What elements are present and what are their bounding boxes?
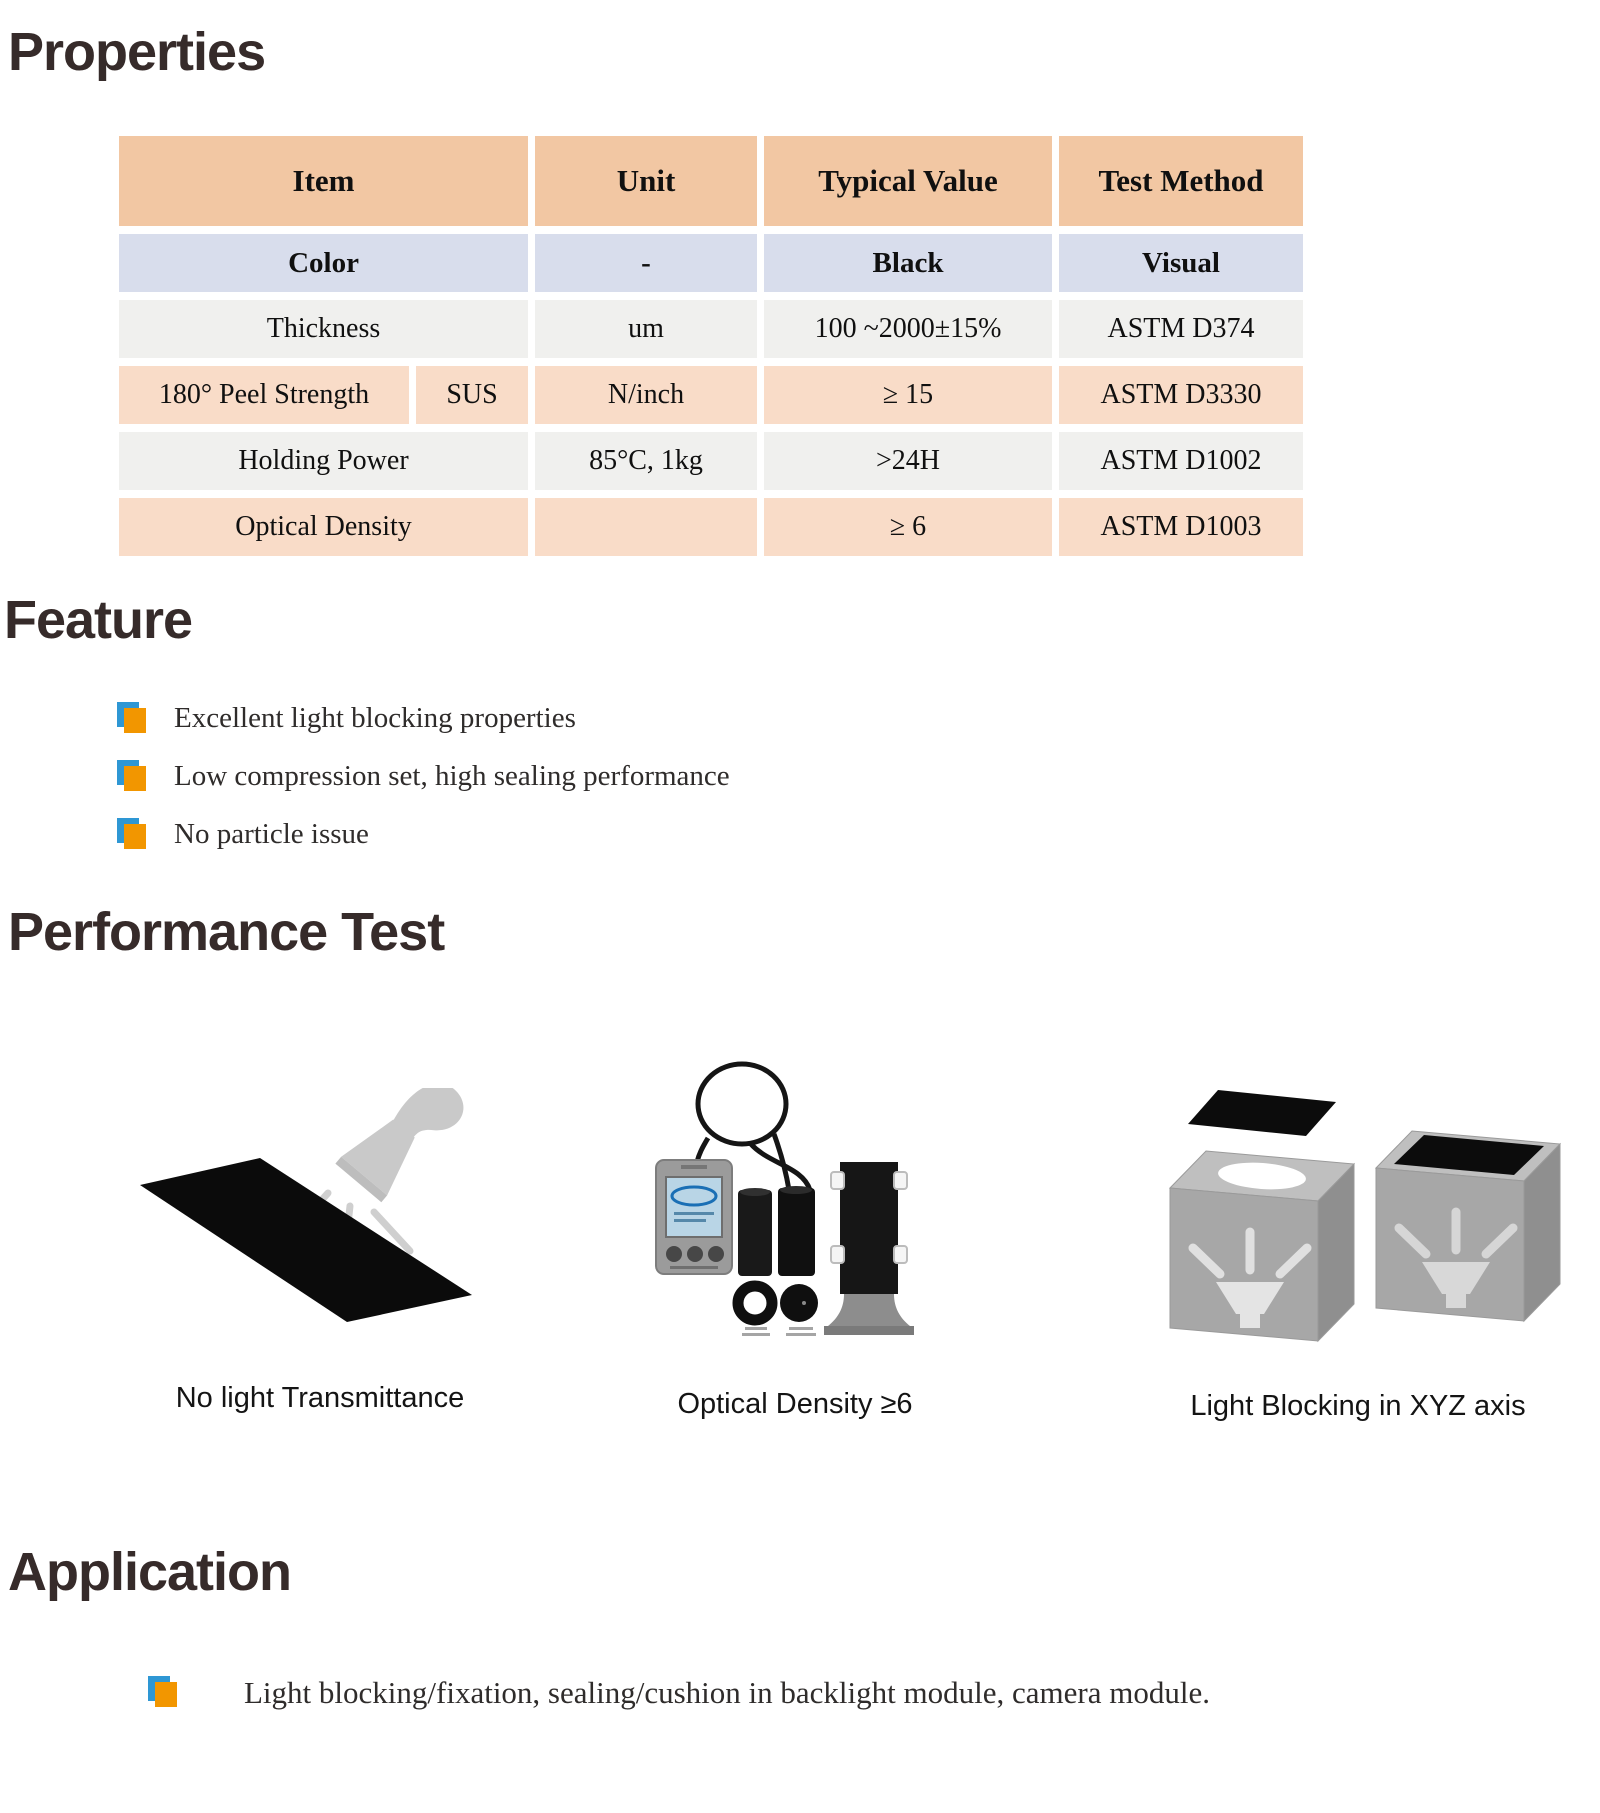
table-cell-item: Holding Power [119, 432, 528, 490]
table-cell-value: ≥ 15 [764, 366, 1052, 424]
table-cell-item: 180° Peel Strength [119, 366, 409, 424]
table-cell-method: ASTM D3330 [1059, 366, 1303, 424]
feature-item-text: No particle issue [174, 818, 369, 850]
light-blocking-boxes-illustration [1136, 1058, 1566, 1350]
table-cell-subitem: SUS [416, 366, 528, 424]
table-cell-value: Black [764, 234, 1052, 292]
optical-density-meter-illustration [650, 1056, 940, 1346]
table-header-method: Test Method [1059, 136, 1303, 226]
flashlight-icon [335, 1088, 472, 1207]
table-header-value: Typical Value [764, 136, 1052, 226]
properties-table [119, 136, 1303, 556]
density-meter-device [656, 1160, 732, 1274]
table-cell-method: ASTM D1003 [1059, 498, 1303, 556]
table-cell-unit: N/inch [535, 366, 757, 424]
open-box [1170, 1090, 1354, 1341]
table-cell-method: ASTM D374 [1059, 300, 1303, 358]
performance-heading: Performance Test [8, 902, 445, 962]
floating-black-film [1188, 1090, 1336, 1136]
feature-heading: Feature [4, 590, 193, 650]
table-cell-item: Optical Density [119, 498, 528, 556]
light-source-disc [780, 1284, 818, 1322]
application-item-text: Light blocking/fixation, sealing/cushion in backlight module, camera module. [244, 1675, 1210, 1710]
orange-square-bullet-icon [117, 818, 148, 850]
test-fixture [824, 1162, 914, 1335]
table-cell-value: ≥ 6 [764, 498, 1052, 556]
table-cell-unit: - [535, 234, 757, 292]
table-cell-value: >24H [764, 432, 1052, 490]
blocking-ring [738, 1286, 772, 1320]
table-cell-method: Visual [1059, 234, 1303, 292]
black-film-flashlight-illustration [128, 1088, 558, 1340]
orange-square-bullet-icon [117, 702, 148, 734]
table-cell-item: Color [119, 234, 528, 292]
feature-item [117, 702, 576, 734]
figure-caption: Light Blocking in XYZ axis [1190, 1390, 1526, 1422]
properties-heading: Properties [8, 22, 266, 82]
black-film-sheet [140, 1158, 472, 1322]
table-cell-item: Thickness [119, 300, 528, 358]
table-cell-unit: um [535, 300, 757, 358]
table-header-item: Item [119, 136, 528, 226]
table-cell-unit: 85°C, 1kg [535, 432, 757, 490]
table-cell-value: 100 ~2000±15% [764, 300, 1052, 358]
covered-box [1376, 1131, 1560, 1321]
application-item [148, 1676, 1210, 1710]
figure-caption: No light Transmittance [175, 1382, 465, 1414]
table-cell-unit [535, 498, 757, 556]
table-header-unit: Unit [535, 136, 757, 226]
figure-caption: Optical Density ≥6 [677, 1388, 913, 1420]
table-cell-method: ASTM D1002 [1059, 432, 1303, 490]
feature-item [117, 760, 730, 792]
feature-item-text: Excellent light blocking properties [174, 702, 576, 734]
orange-square-bullet-icon [117, 760, 148, 792]
feature-item-text: Low compression set, high sealing performance [174, 760, 730, 792]
feature-item [117, 818, 369, 850]
application-heading: Application [8, 1542, 291, 1602]
orange-square-bullet-icon [148, 1676, 179, 1708]
